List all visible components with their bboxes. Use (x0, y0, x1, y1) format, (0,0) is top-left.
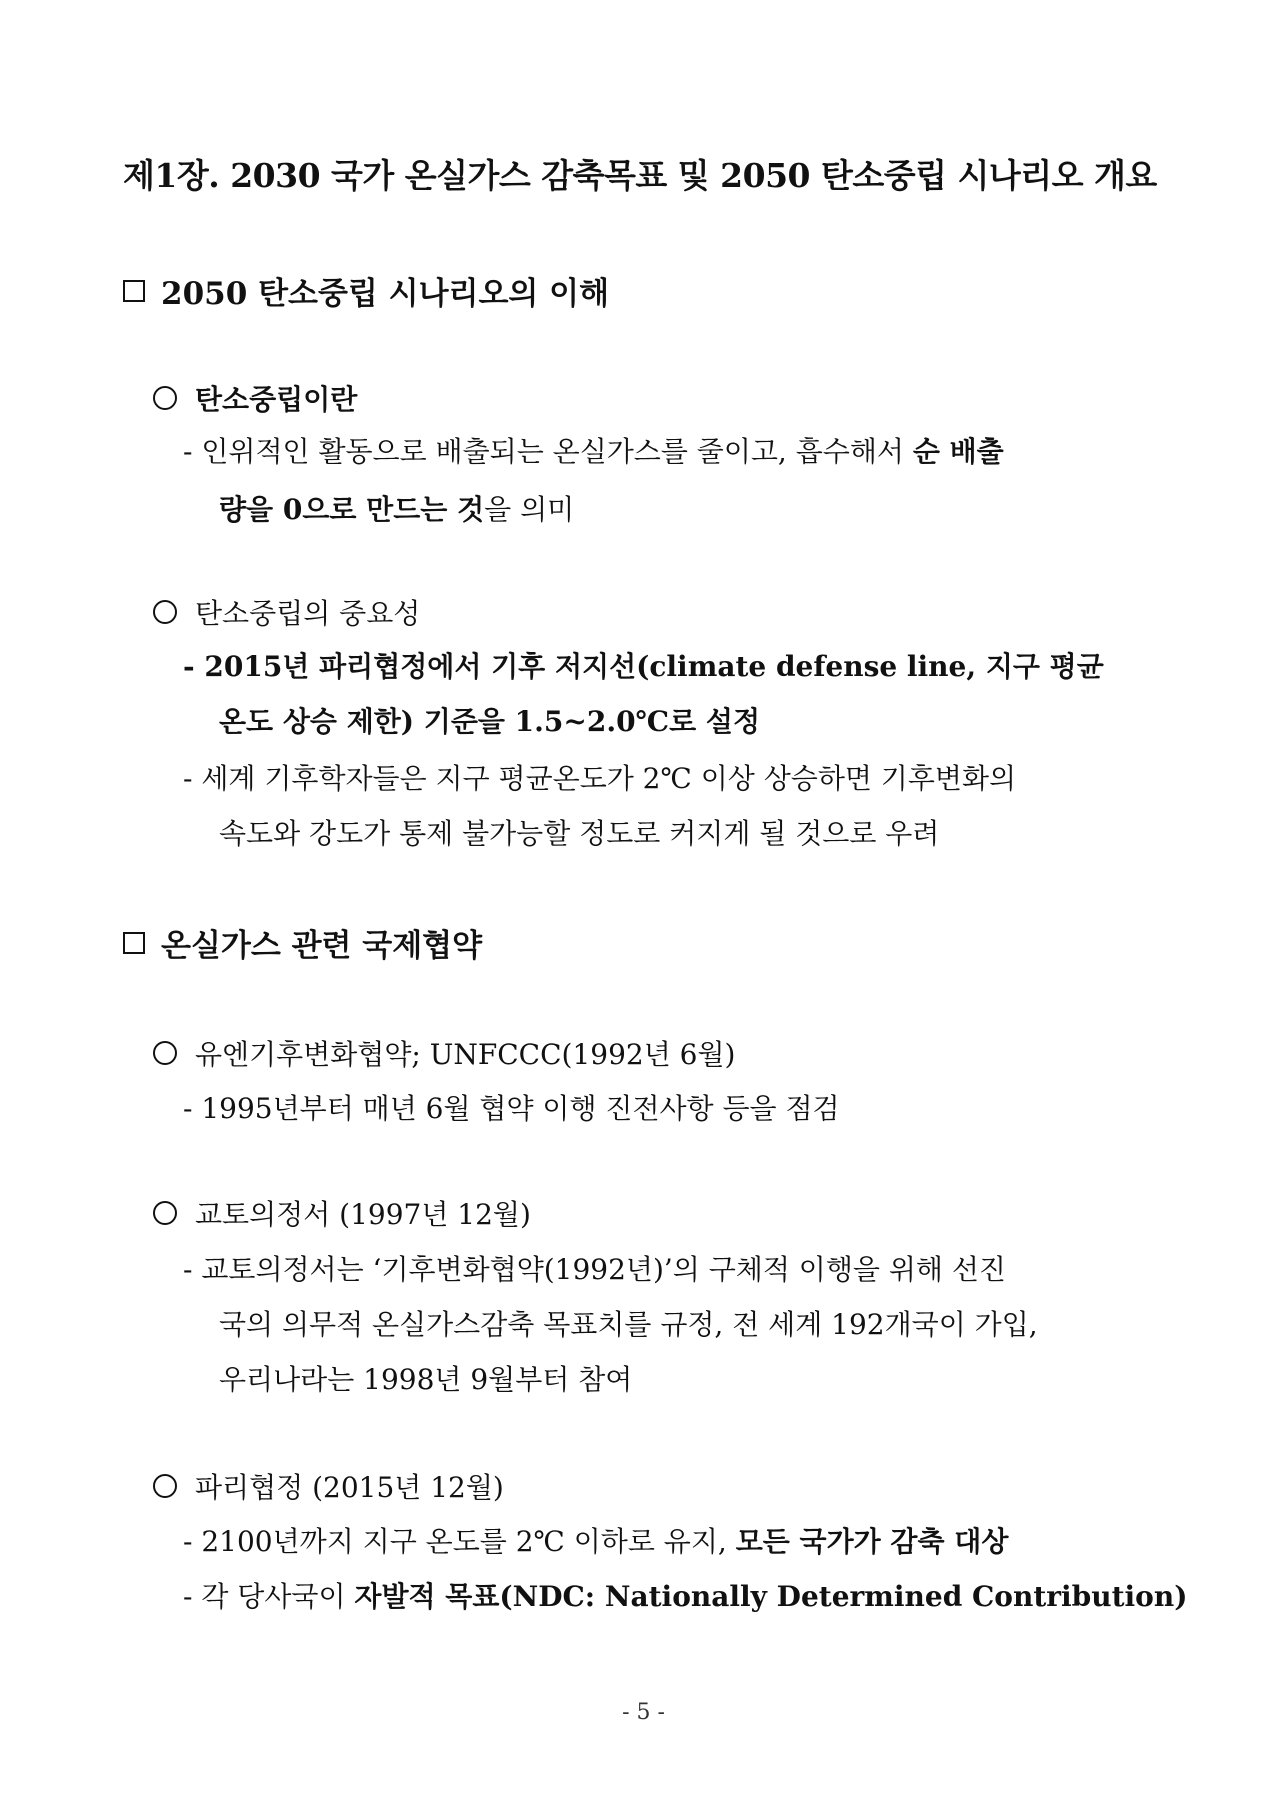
subheading-text: 유엔기후변화협약; UNFCCC(1992년 6월) (195, 1038, 736, 1071)
body-text: - 각 당사국이 (183, 1580, 355, 1613)
subheading-text: 탄소중립의 중요성 (195, 597, 421, 630)
body-text: - 2100년까지 지구 온도를 2℃ 이하로 유지, (183, 1525, 736, 1558)
body-text: 을 의미 (484, 493, 575, 526)
circle-bullet-icon (153, 1041, 177, 1065)
page-number: - 5 - (622, 1700, 665, 1725)
body-line: 속도와 강도가 통제 불가능할 정도로 커지게 될 것으로 우려 (219, 817, 940, 850)
body-line: - 교토의정서는 ‘기후변화협약(1992년)’의 구체적 이행을 위해 선진 (183, 1253, 1006, 1286)
body-bold-text: 순 배출 (912, 435, 1004, 468)
section-heading-text: 2050 탄소중립 시나리오의 이해 (161, 276, 610, 312)
subheading-kyoto (153, 1193, 531, 1233)
body-line: 우리나라는 1998년 9월부터 참여 (219, 1363, 633, 1396)
chapter-title: 제1장. 2030 국가 온실가스 감축목표 및 2050 탄소중립 시나리오 개요 (123, 156, 1157, 195)
body-bold-text: 모든 국가가 감축 대상 (735, 1525, 1009, 1558)
circle-bullet-icon (153, 1201, 177, 1225)
body-line: - 세계 기후학자들은 지구 평균온도가 2℃ 이상 상승하면 기후변화의 (183, 762, 1017, 795)
square-bullet-icon (123, 280, 145, 302)
section-heading-text: 온실가스 관련 국제협약 (161, 928, 483, 964)
subheading-text: 탄소중립이란 (195, 383, 358, 416)
body-text: - 인위적인 활동으로 배출되는 온실가스를 줄이고, 흡수해서 (183, 435, 913, 468)
square-bullet-icon (123, 932, 145, 954)
body-line: - 2015년 파리협정에서 기후 저지선(climate defense line, 지구 평균 (183, 650, 1104, 683)
subheading-carbon-neutral-definition (153, 378, 357, 418)
body-bold-text: 자발적 목표(NDC: Nationally Determined Contribution) (354, 1580, 1188, 1613)
circle-bullet-icon (153, 600, 177, 624)
body-line (219, 488, 574, 528)
subheading-paris (153, 1466, 504, 1506)
body-bold-text: 량을 0으로 만드는 것 (219, 493, 485, 526)
section-heading-international-agreements (123, 920, 482, 965)
circle-bullet-icon (153, 1474, 177, 1498)
body-line (183, 1575, 1187, 1615)
subheading-text: 파리협정 (2015년 12월) (195, 1471, 504, 1504)
section-heading-carbon-neutral (123, 268, 609, 313)
subheading-text: 교토의정서 (1997년 12월) (195, 1198, 531, 1231)
subheading-unfccc (153, 1033, 735, 1073)
subheading-importance (153, 592, 420, 632)
circle-bullet-icon (153, 386, 177, 410)
body-line: 온도 상승 제한) 기준을 1.5~2.0℃로 설정 (219, 705, 761, 738)
body-line: 국의 의무적 온실가스감축 목표치를 규정, 전 세계 192개국이 가입, (219, 1308, 1038, 1341)
body-line (183, 1520, 1008, 1560)
body-line (183, 430, 1004, 470)
body-line: - 1995년부터 매년 6월 협약 이행 진전사항 등을 점검 (183, 1092, 840, 1125)
